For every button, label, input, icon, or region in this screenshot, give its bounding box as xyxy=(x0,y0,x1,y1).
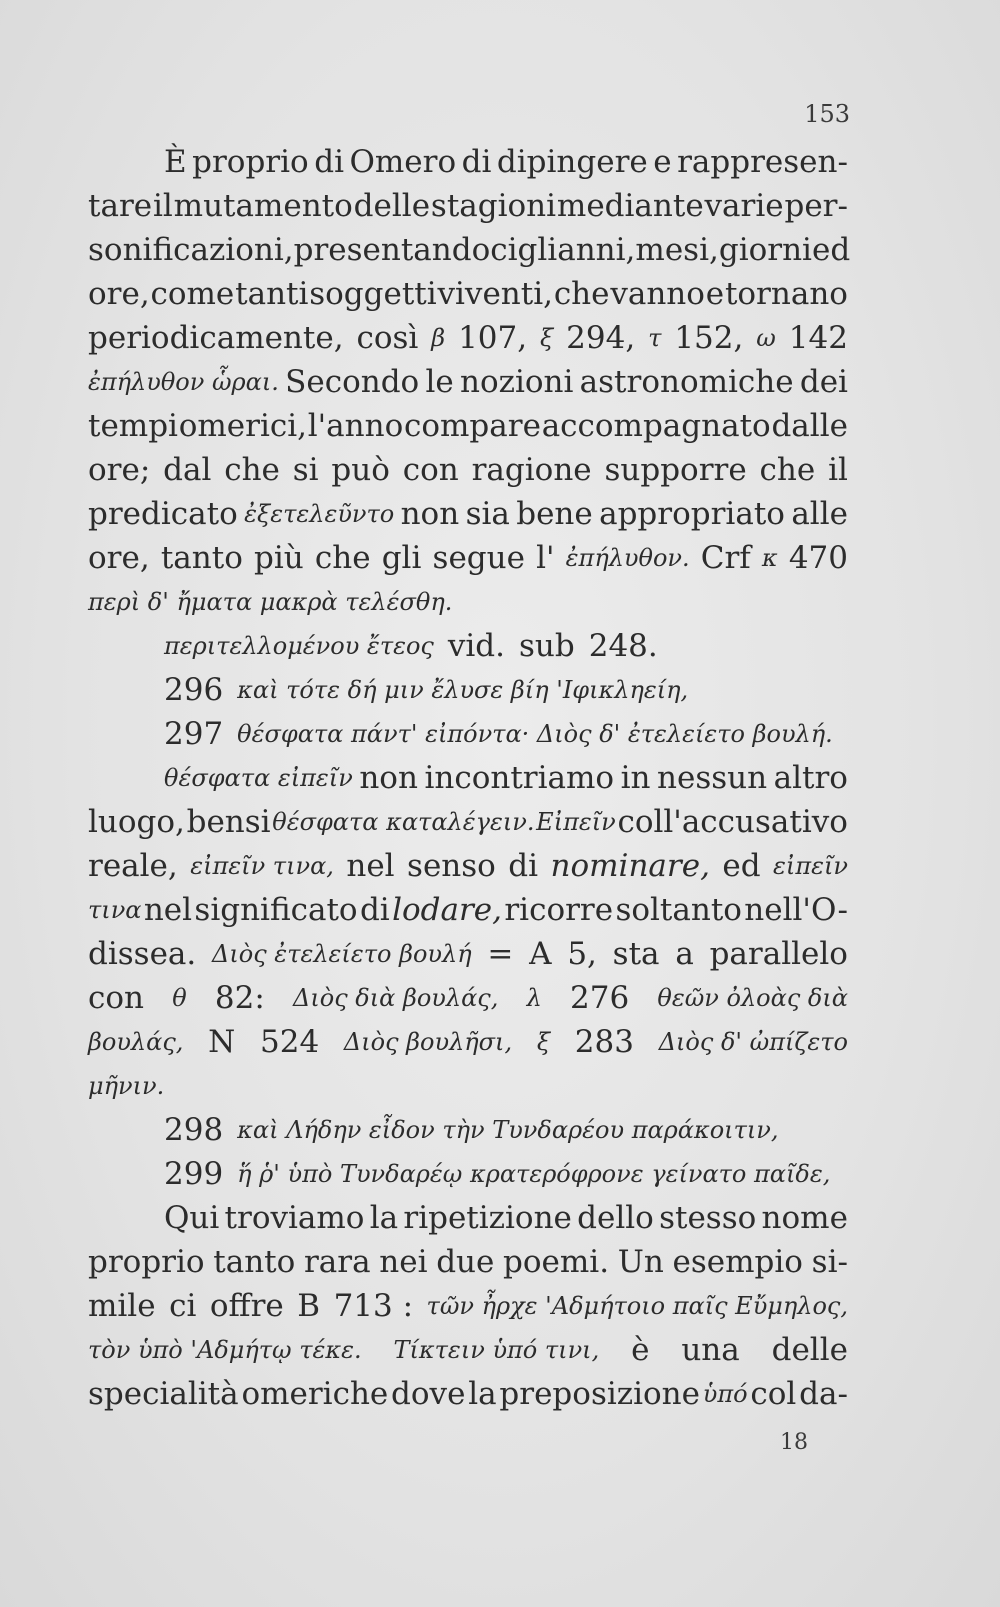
signature-mark: 18 xyxy=(780,1430,808,1455)
text-line xyxy=(88,140,848,184)
word: nei xyxy=(379,1244,428,1280)
word: Διὸς δ' ὠπίζετο xyxy=(658,1028,848,1056)
text-line xyxy=(88,228,851,272)
word: proprio xyxy=(88,1244,205,1280)
word: più xyxy=(254,540,304,576)
word: tornano xyxy=(724,276,848,312)
word: gli xyxy=(381,540,422,576)
word: ore, xyxy=(88,276,150,312)
word: nome xyxy=(761,1200,848,1236)
word: con xyxy=(88,980,144,1016)
word: di xyxy=(359,892,390,928)
word: dal xyxy=(163,452,212,488)
word: presentandoci xyxy=(293,232,518,268)
word: Εἰπεῖν xyxy=(536,808,616,836)
word: καὶ τότε δή μιν ἔλυσε βίη 'Ιφικληείη, xyxy=(237,676,689,704)
word: 82: xyxy=(214,980,265,1016)
word: ἐπήλυθον. xyxy=(565,544,690,572)
word: reale, xyxy=(88,848,178,884)
word: sia xyxy=(465,496,510,532)
word: dalle xyxy=(771,408,848,444)
word: ricorre xyxy=(504,892,614,928)
word: sonificazioni, xyxy=(88,232,294,268)
word: 107, xyxy=(458,320,528,356)
word: βουλάς, xyxy=(88,1028,184,1056)
word: nominare, xyxy=(550,848,710,884)
word: esempio xyxy=(672,1244,803,1280)
word: Διὸς βουλῆσι, xyxy=(343,1028,513,1056)
word: dove xyxy=(391,1376,466,1412)
text-line xyxy=(88,668,848,712)
word: 713 : xyxy=(333,1288,414,1324)
word: εἰπεῖν τινα, xyxy=(190,852,334,880)
word: troviamo xyxy=(224,1200,365,1236)
text-line xyxy=(88,536,848,580)
word: che xyxy=(314,540,371,576)
word: di xyxy=(461,144,492,180)
text-line xyxy=(88,976,848,1020)
word: in xyxy=(620,760,651,796)
text-line xyxy=(88,624,848,668)
word: τῶν ἦρχε 'Αδμήτοιο παῖς Εὔμηλος, xyxy=(426,1292,848,1320)
word: θ xyxy=(172,984,187,1012)
word: tanto xyxy=(213,1244,296,1280)
word: tare xyxy=(88,188,153,224)
text-line xyxy=(88,1372,848,1416)
word: rara xyxy=(303,1244,371,1280)
word: dei xyxy=(799,364,848,400)
text-line xyxy=(88,756,848,800)
word: altro xyxy=(773,760,848,796)
word: offre xyxy=(209,1288,284,1324)
word: 248. xyxy=(588,628,658,664)
word: viventi, xyxy=(437,276,553,312)
word: 297 xyxy=(164,716,224,752)
word: ragione xyxy=(471,452,592,488)
text-line xyxy=(88,184,848,228)
word: senso xyxy=(407,848,496,884)
text-line xyxy=(88,404,848,448)
word: da- xyxy=(799,1376,848,1412)
word: tempi xyxy=(88,408,178,444)
word: incontriamo xyxy=(424,760,615,796)
word: ore, xyxy=(88,540,150,576)
word: che xyxy=(759,452,816,488)
word: sta xyxy=(612,936,660,972)
word: θεῶν ὀλοὰς διὰ xyxy=(657,984,848,1012)
word: significato xyxy=(194,892,358,928)
word: il xyxy=(828,452,848,488)
word: l'anno xyxy=(307,408,404,444)
word: 524 xyxy=(260,1024,320,1060)
word: θέσφατα εἰπεῖν xyxy=(164,764,353,792)
word: parallelo xyxy=(709,936,848,972)
word: 142 xyxy=(788,320,848,356)
word: N xyxy=(208,1024,236,1060)
word: vid. xyxy=(447,628,505,664)
word: che xyxy=(553,276,610,312)
text-line xyxy=(88,800,848,844)
word: ξ xyxy=(540,324,554,352)
word: che xyxy=(224,452,280,488)
word: nell'O- xyxy=(744,892,848,928)
word: vanno xyxy=(610,276,705,312)
word: 298 xyxy=(164,1112,224,1148)
word: stagioni xyxy=(430,188,557,224)
word: può xyxy=(331,452,390,488)
word: una xyxy=(681,1332,740,1368)
word: le xyxy=(425,364,454,400)
word: soltanto xyxy=(615,892,742,928)
text-line xyxy=(88,492,848,536)
text-line xyxy=(88,1064,848,1108)
word: 294, xyxy=(566,320,636,356)
text-line xyxy=(88,1020,848,1064)
word: ed xyxy=(722,848,761,884)
word: si- xyxy=(811,1244,848,1280)
word: Διὸς ἐτελείετο βουλή xyxy=(212,940,472,968)
word: anni, xyxy=(557,232,636,268)
word: luogo, xyxy=(88,804,185,840)
word: ci xyxy=(169,1288,197,1324)
word: θέσφατα καταλέγειν. xyxy=(272,808,535,836)
word: proprio xyxy=(192,144,309,180)
word: gli xyxy=(517,232,558,268)
word: εἰπεῖν xyxy=(773,852,848,880)
text-line xyxy=(88,712,848,756)
page-number: 153 xyxy=(804,100,850,128)
text-line xyxy=(88,360,848,404)
text-line xyxy=(88,1240,848,1284)
text-line xyxy=(88,580,848,624)
word: soggetti xyxy=(309,276,437,312)
word: non xyxy=(400,496,460,532)
word: omerici, xyxy=(178,408,307,444)
word: B xyxy=(297,1288,321,1324)
word: tanto xyxy=(160,540,243,576)
word: varie xyxy=(704,188,784,224)
word: nessun xyxy=(657,760,768,796)
word: β xyxy=(431,324,446,352)
word: ed xyxy=(811,232,851,268)
word: ἐπήλυθον ὧραι. xyxy=(88,368,279,396)
word: Crf xyxy=(700,540,751,576)
word: ἐξετελεῦντο xyxy=(244,500,395,528)
word: È xyxy=(164,144,187,180)
word: nozioni xyxy=(459,364,574,400)
word: 470 xyxy=(788,540,848,576)
word: A xyxy=(529,936,552,972)
word: stesso xyxy=(659,1200,757,1236)
text-line xyxy=(88,888,848,932)
word: due xyxy=(436,1244,495,1280)
word: giorni xyxy=(718,232,812,268)
word: dissea. xyxy=(88,936,197,972)
word: Un xyxy=(617,1244,664,1280)
word: di xyxy=(508,848,539,884)
text-line xyxy=(88,844,848,888)
word: θέσφατα πάντ' εἰπόντα· Διὸς δ' ἐτελείετο βουλή. xyxy=(237,720,833,748)
text-line xyxy=(88,1196,848,1240)
word: τινα xyxy=(88,896,142,924)
word: segue xyxy=(432,540,525,576)
word: alle xyxy=(791,496,848,532)
word: il xyxy=(152,188,173,224)
word: con xyxy=(402,452,459,488)
word: Τίκτειν ὑπό τινι, xyxy=(393,1336,600,1364)
word: mesi, xyxy=(635,232,719,268)
word: Omero xyxy=(349,144,457,180)
word: preposizione xyxy=(499,1376,700,1412)
word: per- xyxy=(784,188,848,224)
word: l' xyxy=(536,540,555,576)
word: delle xyxy=(771,1332,848,1368)
word: κ xyxy=(761,544,778,572)
word: περὶ δ' ἤματα μακρὰ τελέσθη. xyxy=(88,588,453,616)
word: ξ xyxy=(536,1028,551,1056)
word: dello xyxy=(577,1200,654,1236)
text-line xyxy=(88,1328,848,1372)
word: λ xyxy=(526,984,542,1012)
text-line xyxy=(88,1152,848,1196)
word: dipingere xyxy=(496,144,648,180)
word: tanti xyxy=(235,276,309,312)
word: 152, xyxy=(674,320,744,356)
word: lodare, xyxy=(392,892,502,928)
word: così xyxy=(356,320,419,356)
word: mile xyxy=(88,1288,156,1324)
word: bensi xyxy=(186,804,271,840)
word: e xyxy=(705,276,725,312)
word: ω xyxy=(756,324,776,352)
word: bene xyxy=(516,496,593,532)
text-line xyxy=(88,272,848,316)
word: = xyxy=(487,936,514,972)
word: coll'accusativo xyxy=(617,804,848,840)
text-line xyxy=(88,316,848,360)
word: ripetizione xyxy=(403,1200,572,1236)
word: a xyxy=(675,936,694,972)
word: nel xyxy=(346,848,395,884)
word: ἥ ῥ' ὑπὸ Τυνδαρέῳ κρατερόφρονε γείνατο παῖδε, xyxy=(237,1160,831,1188)
word: Qui xyxy=(164,1200,220,1236)
word: mutamento xyxy=(173,188,353,224)
word: specialità xyxy=(88,1376,239,1412)
text-line xyxy=(88,1284,848,1328)
word: τ xyxy=(648,324,662,352)
body-text xyxy=(88,140,851,1416)
word: si xyxy=(292,452,319,488)
word: sub xyxy=(519,628,575,664)
word: poemi. xyxy=(503,1244,610,1280)
word: ore; xyxy=(88,452,151,488)
word: predicato xyxy=(88,496,238,532)
word: 276 xyxy=(570,980,630,1016)
word: la xyxy=(369,1200,399,1236)
word: τὸν ὑπὸ 'Αδμήτῳ τέκε. xyxy=(88,1336,362,1364)
word: 5, xyxy=(567,936,597,972)
word: rappresen- xyxy=(677,144,848,180)
word: mediante xyxy=(556,188,704,224)
text-line xyxy=(88,932,848,976)
word: 283 xyxy=(574,1024,634,1060)
word: supporre xyxy=(604,452,747,488)
word: non xyxy=(359,760,418,796)
word: la xyxy=(468,1376,497,1412)
word: 296 xyxy=(164,672,224,708)
word: è xyxy=(631,1332,650,1368)
word: come xyxy=(150,276,235,312)
text-line xyxy=(88,1108,848,1152)
word: Secondo xyxy=(285,364,420,400)
word: col xyxy=(750,1376,797,1412)
word: nel xyxy=(143,892,193,928)
word: καὶ Λήδην εἶδον τὴν Τυνδαρέου παράκοιτιν, xyxy=(237,1116,779,1144)
word: appropriato xyxy=(599,496,785,532)
word: Διὸς διὰ βουλάς, xyxy=(293,984,499,1012)
word: 299 xyxy=(164,1156,224,1192)
word: delle xyxy=(353,188,431,224)
word: di xyxy=(314,144,344,180)
word: ὑπό xyxy=(702,1380,748,1408)
word: omeriche xyxy=(241,1376,389,1412)
word: compare xyxy=(404,408,541,444)
word: accompagnato xyxy=(541,408,771,444)
text-line xyxy=(88,448,848,492)
word: astronomiche xyxy=(579,364,794,400)
word: μῆνιν. xyxy=(88,1072,165,1100)
word: περιτελλομένου ἔτεος xyxy=(164,632,434,660)
word: e xyxy=(653,144,672,180)
word: periodicamente, xyxy=(88,320,344,356)
